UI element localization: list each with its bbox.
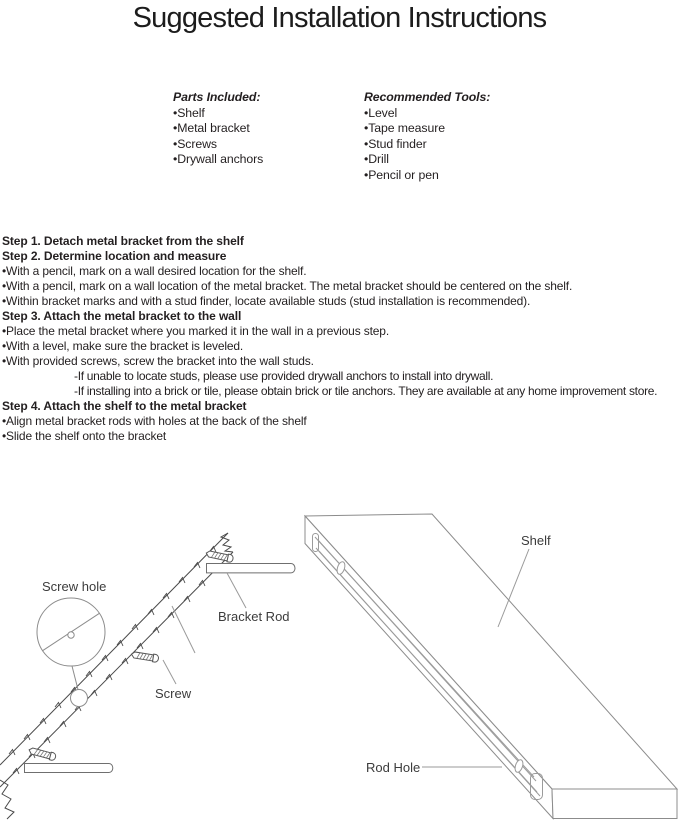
bracket-rod-label: Bracket Rod [218, 609, 290, 624]
installation-diagram [0, 480, 679, 821]
shelf-drawing [305, 514, 677, 819]
recommended-tools-list [364, 90, 490, 183]
shelf-label: Shelf [521, 533, 551, 548]
parts-included-heading: Parts Included: [173, 90, 261, 104]
metal-bracket-drawing [0, 533, 233, 819]
page-title: Suggested Installation Instructions [132, 2, 547, 34]
parts-item: •Screws [173, 136, 217, 151]
bracket-top-jagged-cut [221, 533, 233, 552]
step-2-title: Step 2. Determine location and measure [2, 249, 227, 263]
step-4-bullet: •Align metal bracket rods with holes at the back of the shelf [2, 414, 307, 428]
bracket-rods [25, 564, 296, 773]
parts-item: •Drywall anchors [173, 152, 264, 166]
step-3-bullet: •Place the metal bracket where you marked it in the wall in a previous step. [2, 324, 389, 338]
shelf-end-face [552, 789, 677, 819]
step-2-bullet: •With a pencil, mark on a wall location of the metal bracket. The metal bracket should be centered on the shelf. [2, 279, 573, 293]
tools-item: •Pencil or pen [364, 167, 439, 182]
parts-included-list [173, 90, 263, 168]
bracket-rod-leader-line [227, 573, 246, 608]
tools-item: •Drill [364, 152, 389, 166]
step-3-bullet: •With a level, make sure the bracket is leveled. [2, 339, 244, 353]
tools-item: •Level [364, 105, 398, 120]
tools-item: •Tape measure [364, 121, 445, 135]
recommended-tools-heading: Recommended Tools: [364, 90, 491, 104]
instructions-text [2, 234, 657, 444]
bracket-bottom-jagged-cut [0, 780, 14, 819]
step-3-title: Step 3. Attach the metal bracket to the wall [2, 309, 242, 323]
bracket-upper-edge [0, 533, 228, 765]
step-2-bullet: •Within bracket marks and with a stud finder, locate available studs (stud installation is recommended). [2, 294, 531, 308]
screw-middle [131, 651, 159, 663]
bracket-rod-top [207, 564, 296, 573]
magnified-screw-hole-notch [68, 632, 74, 638]
screw-label: Screw [155, 686, 192, 701]
step-4-bullet: •Slide the shelf onto the bracket [2, 429, 167, 443]
bracket-leader-line [172, 606, 195, 653]
screw-hole-label: Screw hole [42, 579, 107, 594]
tools-item: •Stud finder [364, 136, 427, 151]
parts-item: •Metal bracket [173, 121, 250, 135]
step-4-title: Step 4. Attach the shelf to the metal bracket [2, 399, 247, 413]
screw-hole-on-bracket [71, 690, 88, 707]
screw-bottom [28, 746, 56, 761]
step-1-title: Step 1. Detach metal bracket from the shelf [2, 234, 244, 248]
step-3-note: -If installing into a brick or tile, please obtain brick or tile anchors. They are available at any home improvement store. [74, 384, 658, 398]
step-3-bullet: •With provided screws, screw the bracket into the wall studs. [2, 354, 314, 368]
step-3-note: -If unable to locate studs, please use provided drywall anchors to install into drywall. [74, 369, 494, 383]
parts-item: •Shelf [173, 105, 205, 120]
bracket-rod-bottom [25, 764, 113, 773]
screw-leader-line [163, 660, 176, 684]
rod-hole-label: Rod Hole [366, 760, 421, 775]
magnifier-connector-line [72, 666, 78, 690]
step-2-bullet: •With a pencil, mark on a wall desired location for the shelf. [2, 264, 307, 278]
